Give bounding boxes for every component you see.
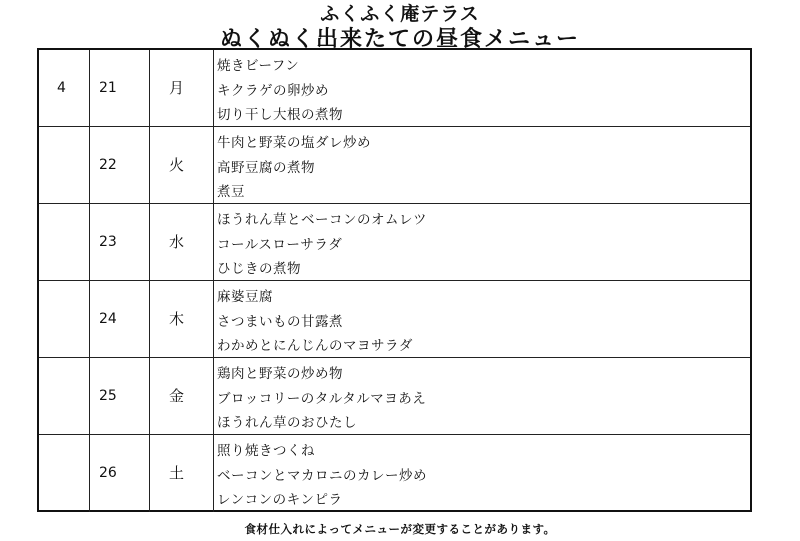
day-cell: 24 [99, 311, 117, 327]
menu-row [39, 435, 750, 512]
menu-row [39, 281, 750, 358]
menu-row [39, 204, 750, 281]
dish-item: ひじきの煮物 [217, 261, 301, 277]
dish-item: ほうれん草のおひたし [217, 415, 357, 431]
weekday-cell: 水 [169, 233, 185, 251]
dish-item: ブロッコリーのタルタルマヨあえ [217, 390, 427, 407]
day-cell: 23 [99, 234, 117, 250]
weekday-cell: 月 [169, 79, 185, 97]
dish-item: ほうれん草とベーコンのオムレツ [217, 212, 427, 228]
dish-list [217, 362, 737, 436]
footer-note: 食材仕入れによってメニューが変更することがあります。 [244, 522, 556, 536]
dish-item: わかめとにんじんのマヨサラダ [217, 338, 413, 354]
dish-list [217, 54, 737, 128]
page-subtitle: ぬくぬく出来たての昼食メニュー [219, 27, 580, 52]
day-cell: 26 [99, 465, 117, 481]
page-title: ふくふく庵テラス [320, 3, 480, 25]
dish-item: 鶏肉と野菜の炒め物 [217, 366, 343, 382]
weekday-cell: 土 [169, 464, 185, 482]
dish-item: 牛肉と野菜の塩ダレ炒め [217, 135, 371, 151]
dish-item: 煮豆 [217, 184, 245, 200]
month-cell: 4 [57, 80, 66, 96]
menu-table [37, 48, 752, 512]
dish-item: コールスローサラダ [217, 236, 343, 253]
menu-row [39, 358, 750, 435]
dish-item: 焼きビーフン [217, 58, 300, 74]
menu-row [39, 50, 750, 127]
dish-item: 照り焼きつくね [217, 443, 315, 459]
day-cell: 25 [99, 388, 117, 404]
dish-item: レンコンのキンピラ [217, 492, 343, 508]
dish-list [217, 285, 737, 359]
day-cell: 21 [99, 80, 117, 96]
dish-item: さつまいもの甘露煮 [217, 313, 343, 330]
dish-item: キクラゲの卵炒め [217, 82, 329, 99]
dish-list [217, 439, 737, 513]
dish-list [217, 208, 737, 282]
weekday-cell: 金 [169, 387, 185, 405]
dish-item: 切り干し大根の煮物 [217, 107, 343, 123]
dish-list [217, 131, 737, 205]
weekday-cell: 火 [169, 156, 185, 174]
day-cell: 22 [99, 157, 117, 173]
dish-item: 麻婆豆腐 [217, 289, 273, 305]
dish-item: 高野豆腐の煮物 [217, 159, 315, 176]
menu-row [39, 127, 750, 204]
dish-item: ベーコンとマカロニのカレー炒め [217, 467, 427, 484]
weekday-cell: 木 [169, 310, 185, 328]
